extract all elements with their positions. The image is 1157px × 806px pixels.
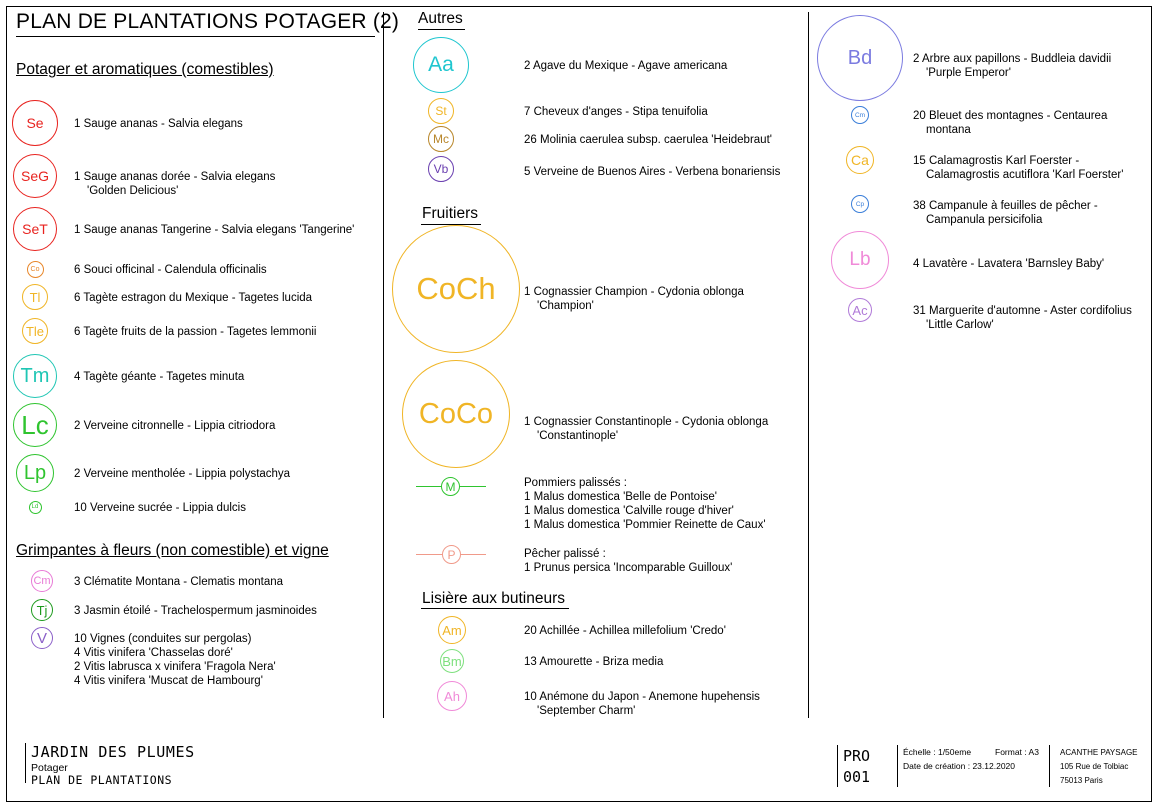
plant-symbol-aa: Aa xyxy=(413,37,469,93)
plant-description xyxy=(524,285,744,313)
company-name: ACANTHE PAYSAGE xyxy=(1060,748,1138,757)
description-line: 'Purple Emperor' xyxy=(926,67,1011,79)
description-line: 6 Tagète fruits de la passion - Tagetes lemmonii xyxy=(74,326,317,338)
plant-symbol-lp: Lp xyxy=(16,454,54,492)
title-block-bar xyxy=(25,743,26,783)
description-line: 2 Vitis labrusca x vinifera 'Fragola Nera' xyxy=(74,661,276,673)
plant-symbol-tj: Tj xyxy=(31,599,53,621)
plant-description xyxy=(913,154,1123,182)
plant-description xyxy=(524,690,760,718)
plant-description xyxy=(524,624,726,638)
plant-description xyxy=(74,604,317,618)
plant-description xyxy=(74,370,244,384)
plant-description xyxy=(74,575,283,589)
description-line: Calamagrostis acutiflora 'Karl Foerster' xyxy=(926,169,1124,181)
plant-description xyxy=(524,133,772,147)
description-line: 'Little Carlow' xyxy=(926,319,994,331)
description-line: 5 Verveine de Buenos Aires - Verbena bonariensis xyxy=(524,166,781,178)
description-line: 1 Cognassier Champion - Cydonia oblonga xyxy=(524,286,744,298)
plant-description xyxy=(74,117,243,131)
project-subtitle: Potager xyxy=(31,762,68,774)
plant-symbol-tle: Tle xyxy=(22,318,48,344)
plant-symbol-lb: Lb xyxy=(831,231,889,289)
description-line: 1 Sauge ananas dorée - Salvia elegans xyxy=(74,171,276,183)
title-block-bar xyxy=(1049,745,1050,787)
plant-description xyxy=(913,257,1104,271)
description-line: 31 Marguerite d'automne - Aster cordifolius xyxy=(913,305,1132,317)
creation-date: Date de création : 23.12.2020 xyxy=(903,761,1015,771)
plant-symbol-cp: Cp xyxy=(851,195,869,213)
espalier-symbol-p: P xyxy=(442,545,461,564)
company-address-city: 75013 Paris xyxy=(1060,776,1103,785)
description-line: 4 Tagète géante - Tagetes minuta xyxy=(74,371,245,383)
description-line: 'Constantinople' xyxy=(537,430,619,442)
description-line: 4 Vitis vinifera 'Chasselas doré' xyxy=(74,647,233,659)
plant-symbol-coco: CoCo xyxy=(402,360,510,468)
plant-description xyxy=(74,291,312,305)
description-line: 20 Bleuet des montagnes - Centaurea xyxy=(913,110,1108,122)
espalier-symbol-m: M xyxy=(441,477,460,496)
company-address-street: 105 Rue de Tolbiac xyxy=(1060,762,1129,771)
description-line: 6 Souci officinal - Calendula officinalis xyxy=(74,264,267,276)
description-line: 13 Amourette - Briza media xyxy=(524,656,664,668)
plant-symbol-set: SeT xyxy=(13,207,57,251)
plant-description xyxy=(913,199,1098,227)
description-line: 4 Lavatère - Lavatera 'Barnsley Baby' xyxy=(913,258,1105,270)
project-name: JARDIN DES PLUMES xyxy=(31,743,195,761)
description-line: 7 Cheveux d'anges - Stipa tenuifolia xyxy=(524,106,708,118)
plant-symbol-tl: Tl xyxy=(22,284,48,310)
plant-description xyxy=(74,632,276,688)
description-line: 'September Charm' xyxy=(537,705,636,717)
description-line: 2 Agave du Mexique - Agave americana xyxy=(524,60,728,72)
plant-description xyxy=(524,655,663,669)
plant-description xyxy=(74,325,317,339)
plant-description xyxy=(524,415,768,443)
plan-name: PLAN DE PLANTATIONS xyxy=(31,773,173,787)
description-line: 1 Sauge ananas - Salvia elegans xyxy=(74,118,243,130)
espalier-prunus-text: Pêcher palissé : 1 Prunus persica 'Incomparable Guilloux' xyxy=(524,548,733,574)
title-block-bar xyxy=(897,745,898,787)
plant-description xyxy=(74,263,267,277)
plant-symbol-cm: Cm xyxy=(31,570,53,592)
format-label: Format : A3 xyxy=(995,747,1039,757)
section-lisiere-heading: Lisière aux butineurs xyxy=(422,590,566,607)
plant-symbol-tm: Tm xyxy=(13,354,57,398)
plan-code-prefix: PRO xyxy=(843,747,871,765)
description-line: 15 Calamagrostis Karl Foerster - xyxy=(913,155,1080,167)
section-potager-heading: Potager et aromatiques (comestibles) xyxy=(16,61,274,78)
plant-symbol-co: Co xyxy=(27,261,44,278)
espalier-malus-text: Pommiers palissés : 1 Malus domestica 'Belle de Pontoise' 1 Malus domestica 'Calville rouge d'hiver' 1 Malus domestica 'Pommier Reinette de Caux' xyxy=(524,477,766,531)
description-line: 20 Achillée - Achillea millefolium 'Credo' xyxy=(524,625,726,637)
plant-symbol-se: Se xyxy=(12,100,58,146)
description-line: montana xyxy=(926,124,971,136)
plant-symbol-am: Am xyxy=(438,616,466,644)
column-divider xyxy=(383,12,384,718)
plant-description xyxy=(74,223,354,237)
plant-symbol-ca: Ca xyxy=(846,146,874,174)
plant-symbol-ah: Ah xyxy=(437,681,467,711)
title-block-bar xyxy=(837,745,838,787)
plant-symbol-ld: Ld xyxy=(29,501,42,514)
plant-description xyxy=(74,419,275,433)
plant-description xyxy=(524,105,708,119)
description-line: 26 Molinia caerulea subsp. caerulea 'Heidebraut' xyxy=(524,134,772,146)
plant-symbol-ac: Ac xyxy=(848,298,872,322)
plan-code-number: 001 xyxy=(843,768,871,786)
description-line: 2 Verveine citronnelle - Lippia citriodora xyxy=(74,420,276,432)
plant-symbol-st: St xyxy=(428,98,454,124)
plant-symbol-lc: Lc xyxy=(13,403,57,447)
plant-description xyxy=(913,304,1132,332)
description-line: 'Golden Delicious' xyxy=(87,185,179,197)
description-line: 3 Jasmin étoilé - Trachelospermum jasminoides xyxy=(74,605,317,617)
plant-description xyxy=(74,501,246,515)
plant-description xyxy=(524,59,727,73)
description-line: 10 Anémone du Japon - Anemone hupehensis xyxy=(524,691,760,703)
section-fruitiers-heading: Fruitiers xyxy=(422,205,478,222)
plant-symbol-mc: Mc xyxy=(428,126,454,152)
plant-symbol-vb: Vb xyxy=(428,156,454,182)
section-grimpantes-heading: Grimpantes à fleurs (non comestible) et vigne xyxy=(16,542,329,559)
plant-description xyxy=(913,52,1111,80)
description-line: 10 Verveine sucrée - Lippia dulcis xyxy=(74,502,246,514)
description-line: Campanula persicifolia xyxy=(926,214,1043,226)
column-divider xyxy=(808,12,809,718)
section-autres-underline xyxy=(418,29,465,30)
plant-description xyxy=(74,170,275,198)
page-title: PLAN DE PLANTATIONS POTAGER (2) xyxy=(16,10,400,33)
plant-description xyxy=(74,467,290,481)
description-line: 2 Verveine mentholée - Lippia polystachya xyxy=(74,468,291,480)
description-line: 1 Sauge ananas Tangerine - Salvia elegans 'Tangerine' xyxy=(74,224,355,236)
title-underline xyxy=(16,36,375,37)
section-lisiere-underline xyxy=(421,608,569,609)
description-line: 4 Vitis vinifera 'Muscat de Hambourg' xyxy=(74,675,263,687)
description-line: 'Champion' xyxy=(537,300,594,312)
plant-symbol-bd: Bd xyxy=(817,15,903,101)
plant-symbol-seg: SeG xyxy=(13,154,57,198)
plant-symbol-cm: Cm xyxy=(851,106,869,124)
description-line: 10 Vignes (conduites sur pergolas) xyxy=(74,633,252,645)
description-line: 1 Cognassier Constantinople - Cydonia oblonga xyxy=(524,416,769,428)
plant-symbol-coch: CoCh xyxy=(392,225,520,353)
plant-symbol-v: V xyxy=(31,627,53,649)
plant-description xyxy=(524,165,780,179)
plant-symbol-bm: Bm xyxy=(440,649,464,673)
description-line: 6 Tagète estragon du Mexique - Tagetes lucida xyxy=(74,292,313,304)
description-line: 3 Clématite Montana - Clematis montana xyxy=(74,576,284,588)
plant-description xyxy=(913,109,1107,137)
section-autres-heading: Autres xyxy=(418,10,463,27)
description-line: 2 Arbre aux papillons - Buddleia davidii xyxy=(913,53,1112,65)
scale-label: Échelle : 1/50eme xyxy=(903,747,972,757)
description-line: 38 Campanule à feuilles de pêcher - xyxy=(913,200,1098,212)
